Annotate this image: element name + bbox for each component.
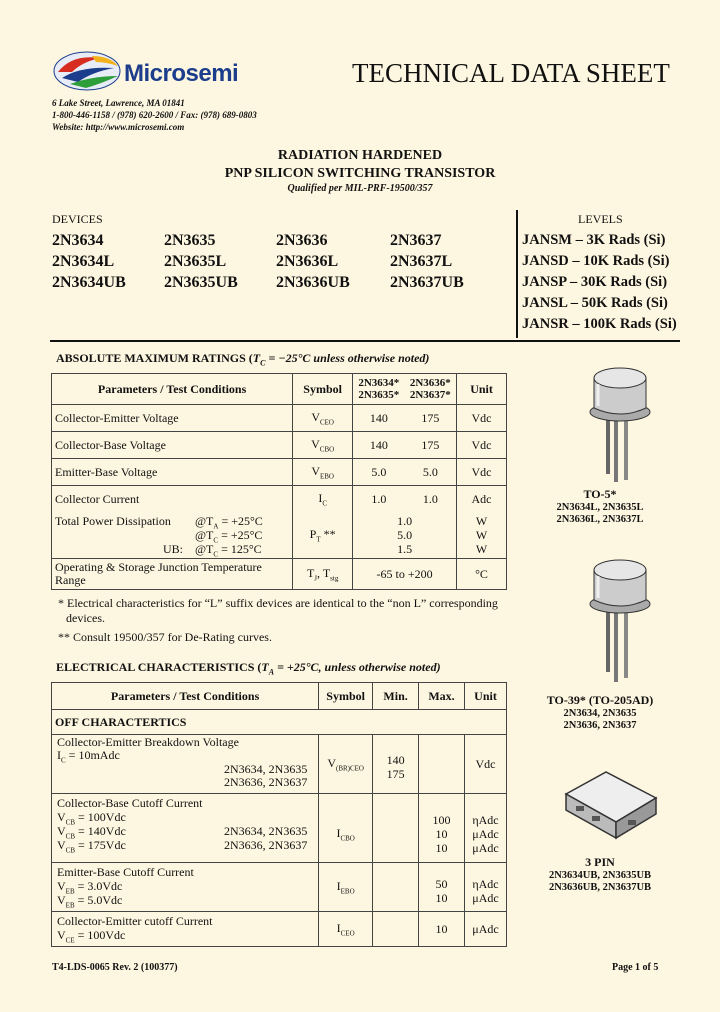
phone-line: 1-800-446-1158 / (978) 620-2600 / Fax: (978) 689-0803	[52, 110, 257, 120]
device-part: 2N3637UB	[390, 274, 464, 291]
device-part: 2N3636UB	[276, 274, 350, 291]
table-row-iebo	[52, 863, 507, 912]
devices-header: DEVICES	[52, 212, 103, 226]
value-cell: 175	[405, 432, 457, 459]
value-cell: 175	[405, 405, 457, 432]
value-cell: 1.0	[353, 486, 405, 513]
title-line-2: PNP SILICON SWITCHING TRANSISTOR	[224, 166, 496, 181]
device-part: 2N3635L	[164, 253, 227, 270]
col-params-header: Parameters / Test Conditions	[52, 683, 319, 710]
abs-max-title: ABSOLUTE MAXIMUM RATINGS ($T_C = -25^\circ C$ unless otherwise noted)	[56, 351, 430, 368]
max-cell: 10	[419, 912, 465, 947]
unit-cell: Vdc	[457, 459, 507, 486]
table-row	[52, 432, 507, 459]
to5-package-image	[578, 356, 658, 486]
unit-cell: Vdc	[457, 432, 507, 459]
symbol-cell: $I_{CEO}$	[319, 912, 373, 947]
param-cell: Collector-Emitter Voltage	[52, 405, 293, 432]
col-unit-header: Unit	[465, 683, 507, 710]
to39-label: TO-39* (TO-205AD) 2N3634, 2N3635 2N3636, 2N3637	[546, 693, 654, 731]
max-cell: 100 10 10	[419, 794, 465, 863]
level-item: JANSP – 30K Rads (Si)	[522, 274, 668, 290]
unit-cell: Vdc	[465, 735, 507, 794]
level-item: JANSR – 100K Rads (Si)	[522, 316, 677, 332]
device-part: 2N3634L	[52, 253, 115, 270]
min-cell	[373, 863, 419, 912]
symbol-cell: $V_{EBO}$	[293, 459, 353, 486]
table-row	[52, 486, 507, 513]
param-cell: Collector-Base Cutoff Current $V_{CB} = 100Vdc$ $V_{CB} = 140Vdc$ $V_{CB} = 175Vdc$ 2N3634, 2N3635 2N3636, 2N3637	[52, 794, 319, 863]
device-part: 2N3636	[276, 232, 328, 249]
value-cell: 5.0	[353, 459, 405, 486]
col-max-header: Max.	[419, 683, 465, 710]
address-line: 6 Lake Street, Lawrence, MA 01841	[52, 98, 185, 108]
param-cell: Collector-Emitter cutoff Current $V_{CE} = 100Vdc$	[52, 912, 319, 947]
symbol-cell: $V_{CBO}$	[293, 432, 353, 459]
table-row-temp	[52, 559, 507, 590]
footnote-l-suffix: * Electrical characteristics for “L” suffix devices are identical to the “non L” corresponding	[58, 596, 498, 610]
unit-cell: °C	[457, 559, 507, 590]
unit-cell: μAdc	[465, 912, 507, 947]
table-row-bvceo	[52, 735, 507, 794]
unit-cell: W W W	[457, 512, 507, 559]
device-part: 2N3637	[390, 232, 442, 249]
unit-cell: ηAdc μAdc μAdc	[465, 794, 507, 863]
levels-header: LEVELS	[578, 212, 623, 226]
divider-horizontal	[50, 340, 680, 342]
max-cell: 50 10	[419, 863, 465, 912]
col-b-header: 2N3636* 2N3637*	[405, 374, 457, 405]
table-header-row	[52, 683, 507, 710]
microsemi-logo	[52, 50, 122, 90]
col-symbol-header: Symbol	[319, 683, 373, 710]
to39-package-image	[578, 548, 658, 686]
ub-label: 3 PIN 2N3634UB, 2N3635UB 2N3636UB, 2N3637UB	[548, 855, 652, 893]
page-number: Page 1 of 5	[612, 962, 659, 973]
table-header-row	[52, 374, 507, 405]
footnote-l-suffix-cont: devices.	[66, 611, 105, 625]
abs-max-table	[51, 373, 507, 590]
param-cell: Collector-Base Voltage	[52, 432, 293, 459]
level-item: JANSM – 3K Rads (Si)	[522, 232, 666, 248]
table-row	[52, 405, 507, 432]
symbol-cell: $P_T$ **	[293, 512, 353, 559]
param-cell: Collector Current	[52, 486, 293, 513]
param-cell: Total Power Dissipation $@T_A = +25^\circ C$ $@T_C = +25^\circ C$ UB: $@T_C = 125^\circ C$	[52, 512, 293, 559]
device-part: 2N3636L	[276, 253, 339, 270]
unit-cell: Adc	[457, 486, 507, 513]
table-row-icbo	[52, 794, 507, 863]
symbol-cell: $I_C$	[293, 486, 353, 513]
value-cell: 1.0	[405, 486, 457, 513]
brand-name: Microsemi	[124, 60, 239, 87]
device-part: 2N3637L	[390, 253, 453, 270]
symbol-cell: $V_{(BR)CEO}$	[319, 735, 373, 794]
param-cell: Emitter-Base Cutoff Current $V_{EB} = 3.0Vdc$ $V_{EB} = 5.0Vdc$	[52, 863, 319, 912]
section-off-characteristics: OFF CHARACTERTICS	[52, 710, 507, 735]
doc-number: T4-LDS-0065 Rev. 2 (100377)	[52, 962, 178, 973]
symbol-cell: $V_{CEO}$	[293, 405, 353, 432]
value-cell: 1.0 5.0 1.5	[353, 512, 457, 559]
col-symbol-header: Symbol	[293, 374, 353, 405]
elec-char-table	[51, 682, 507, 947]
table-row	[52, 459, 507, 486]
col-min-header: Min.	[373, 683, 419, 710]
col-unit-header: Unit	[457, 374, 507, 405]
param-cell: Emitter-Base Voltage	[52, 459, 293, 486]
table-row-iceo	[52, 912, 507, 947]
symbol-cell: $T_J$, $T_{stg}$	[293, 559, 353, 590]
unit-cell: ηAdc μAdc	[465, 863, 507, 912]
param-cell: Operating & Storage Junction Temperature Range	[52, 559, 293, 590]
device-part: 2N3634UB	[52, 274, 126, 291]
device-part: 2N3635	[164, 232, 216, 249]
website-line: Website: http://www.microsemi.com	[52, 122, 185, 132]
value-cell: -65 to +200	[353, 559, 457, 590]
min-cell	[373, 912, 419, 947]
level-item: JANSL – 50K Rads (Si)	[522, 295, 668, 311]
col-params-header: Parameters / Test Conditions	[52, 374, 293, 405]
param-cell: Collector-Emitter Breakdown Voltage $I_C$ = 10mAdc 2N3634, 2N3635 2N3636, 2N3637	[52, 735, 319, 794]
unit-cell: Vdc	[457, 405, 507, 432]
min-cell	[373, 794, 419, 863]
to5-label: TO-5* 2N3634L, 2N3635L 2N3636L, 2N3637L	[556, 487, 644, 525]
ub-package-image	[556, 764, 666, 846]
value-cell: 5.0	[405, 459, 457, 486]
divider-vertical	[516, 210, 518, 338]
value-cell: 140	[353, 432, 405, 459]
footnote-derating: ** Consult 19500/357 for De-Rating curves.	[58, 630, 272, 644]
col-a-header: 2N3634* 2N3635*	[353, 374, 405, 405]
section-row	[52, 710, 507, 735]
qualified-line: Qualified per MIL-PRF-19500/357	[287, 183, 433, 194]
elec-char-title: ELECTRICAL CHARACTERISTICS ($T_A = +25^\circ C$, unless otherwise noted)	[56, 660, 441, 677]
max-cell	[419, 735, 465, 794]
value-cell: 140	[353, 405, 405, 432]
symbol-cell: $I_{EBO}$	[319, 863, 373, 912]
document-title: TECHNICAL DATA SHEET	[352, 58, 670, 88]
device-part: 2N3635UB	[164, 274, 238, 291]
title-line-1: RADIATION HARDENED	[277, 148, 443, 163]
table-row-power	[52, 512, 507, 559]
device-part: 2N3634	[52, 232, 104, 249]
symbol-cell: $I_{CBO}$	[319, 794, 373, 863]
level-item: JANSD – 10K Rads (Si)	[522, 253, 670, 269]
min-cell: 140 175	[373, 735, 419, 794]
